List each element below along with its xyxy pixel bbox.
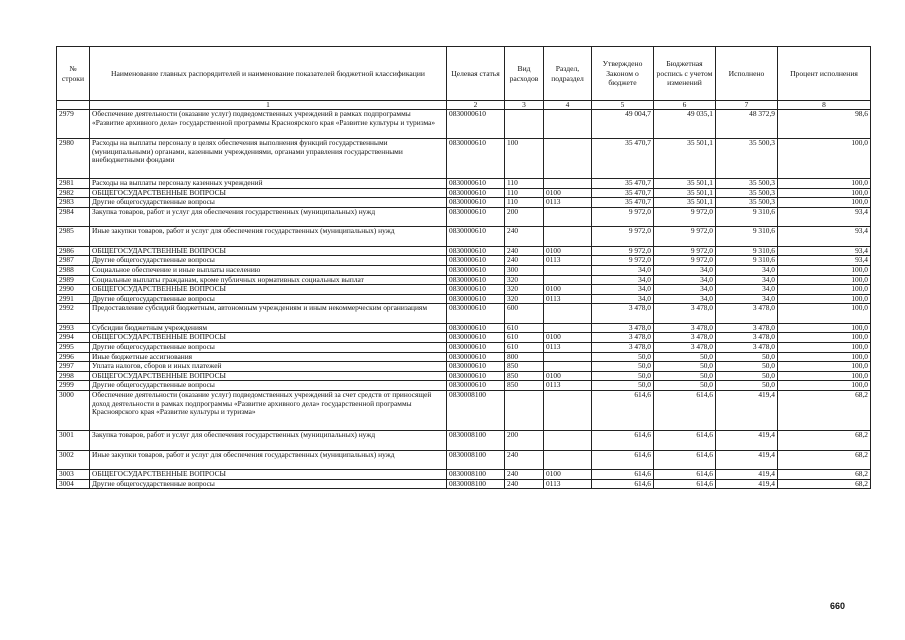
table-row bbox=[57, 391, 871, 431]
cell-cel: 0830000610 bbox=[447, 246, 505, 256]
cell-i: 50,0 bbox=[716, 381, 778, 391]
cell-i: 34,0 bbox=[716, 294, 778, 304]
header-name: Наименование главных распорядителей и наименование показателей бюджетной классификации bbox=[90, 47, 447, 101]
cell-raz: 0100 bbox=[544, 470, 592, 480]
cell-i: 34,0 bbox=[716, 285, 778, 295]
cell-raz: 0100 bbox=[544, 333, 592, 343]
cell-p: 100,0 bbox=[778, 179, 871, 189]
cell-p: 68,2 bbox=[778, 479, 871, 489]
cell-b: 50,0 bbox=[654, 352, 716, 362]
cell-b: 614,6 bbox=[654, 431, 716, 451]
cell-vid: 850 bbox=[505, 371, 544, 381]
table-row bbox=[57, 343, 871, 353]
cell-i: 35 500,3 bbox=[716, 188, 778, 198]
header-vid: Вид расходов bbox=[505, 47, 544, 101]
cell-vid: 320 bbox=[505, 285, 544, 295]
cell-num: 3004 bbox=[57, 479, 90, 489]
cell-u: 50,0 bbox=[592, 381, 654, 391]
cell-b: 9 972,0 bbox=[654, 246, 716, 256]
cell-p: 100,0 bbox=[778, 323, 871, 333]
cell-i: 34,0 bbox=[716, 265, 778, 275]
cell-num: 3002 bbox=[57, 450, 90, 470]
cell-cel: 0830008100 bbox=[447, 431, 505, 451]
cell-i: 9 310,6 bbox=[716, 256, 778, 266]
cell-p: 100,0 bbox=[778, 343, 871, 353]
cell-name: ОБЩЕГОСУДАРСТВЕННЫЕ ВОПРОСЫ bbox=[90, 470, 447, 480]
table-row bbox=[57, 179, 871, 189]
column-number: 5 bbox=[592, 101, 654, 110]
cell-u: 3 478,0 bbox=[592, 323, 654, 333]
cell-name: ОБЩЕГОСУДАРСТВЕННЫЕ ВОПРОСЫ bbox=[90, 188, 447, 198]
cell-cel: 0830008100 bbox=[447, 479, 505, 489]
cell-cel: 0830000610 bbox=[447, 110, 505, 139]
cell-raz bbox=[544, 139, 592, 179]
header-row bbox=[57, 47, 871, 101]
cell-p: 93,4 bbox=[778, 246, 871, 256]
cell-b: 49 035,1 bbox=[654, 110, 716, 139]
cell-cel: 0830000610 bbox=[447, 179, 505, 189]
header-razdel: Раздел, подраздел bbox=[544, 47, 592, 101]
table-row bbox=[57, 450, 871, 470]
cell-raz bbox=[544, 362, 592, 372]
cell-u: 614,6 bbox=[592, 431, 654, 451]
cell-cel: 0830000610 bbox=[447, 371, 505, 381]
cell-cel: 0830000610 bbox=[447, 139, 505, 179]
cell-raz bbox=[544, 450, 592, 470]
cell-u: 35 470,7 bbox=[592, 139, 654, 179]
table-row bbox=[57, 431, 871, 451]
cell-name: Предоставление субсидий бюджетным, автономным учреждениям и иным некоммерческим организациям bbox=[90, 304, 447, 324]
cell-num: 2999 bbox=[57, 381, 90, 391]
column-number: 3 bbox=[505, 101, 544, 110]
cell-vid: 240 bbox=[505, 450, 544, 470]
cell-i: 9 310,6 bbox=[716, 207, 778, 227]
cell-p: 100,0 bbox=[778, 352, 871, 362]
column-number: 4 bbox=[544, 101, 592, 110]
cell-b: 3 478,0 bbox=[654, 323, 716, 333]
cell-b: 50,0 bbox=[654, 371, 716, 381]
cell-u: 34,0 bbox=[592, 285, 654, 295]
cell-b: 50,0 bbox=[654, 362, 716, 372]
cell-vid: 240 bbox=[505, 256, 544, 266]
cell-name: Другие общегосударственные вопросы bbox=[90, 343, 447, 353]
column-number-blank bbox=[57, 101, 90, 110]
cell-b: 34,0 bbox=[654, 265, 716, 275]
cell-u: 9 972,0 bbox=[592, 256, 654, 266]
cell-num: 2980 bbox=[57, 139, 90, 179]
cell-raz: 0113 bbox=[544, 479, 592, 489]
cell-vid: 240 bbox=[505, 227, 544, 247]
cell-num: 2996 bbox=[57, 352, 90, 362]
cell-num: 2987 bbox=[57, 256, 90, 266]
cell-u: 50,0 bbox=[592, 362, 654, 372]
table-row bbox=[57, 188, 871, 198]
table-row bbox=[57, 256, 871, 266]
cell-u: 614,6 bbox=[592, 479, 654, 489]
cell-raz bbox=[544, 265, 592, 275]
cell-num: 2989 bbox=[57, 275, 90, 285]
cell-name: Иные закупки товаров, работ и услуг для обеспечения государственных (муниципальных) нужд bbox=[90, 227, 447, 247]
cell-p: 100,0 bbox=[778, 275, 871, 285]
cell-cel: 0830000610 bbox=[447, 362, 505, 372]
cell-i: 35 500,3 bbox=[716, 139, 778, 179]
cell-name: Закупка товаров, работ и услуг для обеспечения государственных (муниципальных) нужд bbox=[90, 431, 447, 451]
cell-i: 50,0 bbox=[716, 362, 778, 372]
cell-vid: 100 bbox=[505, 139, 544, 179]
cell-num: 2979 bbox=[57, 110, 90, 139]
cell-raz bbox=[544, 304, 592, 324]
cell-raz: 0113 bbox=[544, 343, 592, 353]
cell-b: 614,6 bbox=[654, 450, 716, 470]
cell-i: 48 372,9 bbox=[716, 110, 778, 139]
cell-vid bbox=[505, 391, 544, 431]
cell-u: 35 470,7 bbox=[592, 198, 654, 208]
cell-raz: 0100 bbox=[544, 188, 592, 198]
cell-b: 50,0 bbox=[654, 381, 716, 391]
table-body bbox=[57, 110, 871, 489]
cell-p: 100,0 bbox=[778, 362, 871, 372]
cell-vid: 240 bbox=[505, 479, 544, 489]
cell-vid: 110 bbox=[505, 188, 544, 198]
cell-cel: 0830000610 bbox=[447, 381, 505, 391]
cell-name: Обеспечение деятельности (оказание услуг) подведомственных учреждений за счет средств от приносящей доход деятельности в рамках подпрограммы «Развитие архивного дела» государственной программы Красноярского края «Развитие культуры и туризма» bbox=[90, 391, 447, 431]
cell-vid: 200 bbox=[505, 431, 544, 451]
header-num: № строки bbox=[57, 47, 90, 101]
cell-b: 35 501,1 bbox=[654, 139, 716, 179]
cell-raz: 0113 bbox=[544, 381, 592, 391]
cell-name: Субсидии бюджетным учреждениям bbox=[90, 323, 447, 333]
column-number: 6 bbox=[654, 101, 716, 110]
cell-cel: 0830008100 bbox=[447, 470, 505, 480]
cell-raz bbox=[544, 227, 592, 247]
cell-u: 614,6 bbox=[592, 391, 654, 431]
cell-vid: 850 bbox=[505, 362, 544, 372]
header-bud: Бюджетная роспись с учетом изменений bbox=[654, 47, 716, 101]
cell-p: 100,0 bbox=[778, 139, 871, 179]
cell-num: 2993 bbox=[57, 323, 90, 333]
table-row bbox=[57, 198, 871, 208]
cell-num: 2982 bbox=[57, 188, 90, 198]
cell-i: 34,0 bbox=[716, 275, 778, 285]
cell-p: 100,0 bbox=[778, 333, 871, 343]
cell-p: 100,0 bbox=[778, 198, 871, 208]
cell-name: Иные закупки товаров, работ и услуг для обеспечения государственных (муниципальных) нужд bbox=[90, 450, 447, 470]
cell-raz: 0113 bbox=[544, 198, 592, 208]
cell-raz: 0100 bbox=[544, 285, 592, 295]
cell-vid: 200 bbox=[505, 207, 544, 227]
cell-p: 100,0 bbox=[778, 381, 871, 391]
cell-num: 2984 bbox=[57, 207, 90, 227]
cell-vid: 850 bbox=[505, 381, 544, 391]
cell-u: 614,6 bbox=[592, 470, 654, 480]
cell-i: 35 500,3 bbox=[716, 179, 778, 189]
cell-name: Уплата налогов, сборов и иных платежей bbox=[90, 362, 447, 372]
cell-u: 35 470,7 bbox=[592, 188, 654, 198]
table-row bbox=[57, 323, 871, 333]
cell-cel: 0830000610 bbox=[447, 333, 505, 343]
cell-p: 68,2 bbox=[778, 470, 871, 480]
cell-b: 614,6 bbox=[654, 391, 716, 431]
cell-p: 100,0 bbox=[778, 294, 871, 304]
cell-u: 9 972,0 bbox=[592, 227, 654, 247]
cell-i: 9 310,6 bbox=[716, 227, 778, 247]
cell-b: 3 478,0 bbox=[654, 333, 716, 343]
cell-p: 100,0 bbox=[778, 304, 871, 324]
cell-vid: 610 bbox=[505, 343, 544, 353]
cell-p: 68,2 bbox=[778, 391, 871, 431]
cell-raz bbox=[544, 179, 592, 189]
cell-num: 2986 bbox=[57, 246, 90, 256]
cell-raz bbox=[544, 207, 592, 227]
cell-vid: 300 bbox=[505, 265, 544, 275]
cell-u: 35 470,7 bbox=[592, 179, 654, 189]
table-row bbox=[57, 470, 871, 480]
table-row bbox=[57, 333, 871, 343]
cell-i: 50,0 bbox=[716, 352, 778, 362]
cell-raz: 0100 bbox=[544, 371, 592, 381]
cell-num: 2983 bbox=[57, 198, 90, 208]
cell-cel: 0830000610 bbox=[447, 323, 505, 333]
table-row bbox=[57, 381, 871, 391]
cell-num: 2998 bbox=[57, 371, 90, 381]
cell-i: 3 478,0 bbox=[716, 304, 778, 324]
cell-cel: 0830000610 bbox=[447, 256, 505, 266]
cell-u: 50,0 bbox=[592, 371, 654, 381]
cell-p: 100,0 bbox=[778, 265, 871, 275]
header-isp: Исполнено bbox=[716, 47, 778, 101]
cell-b: 35 501,1 bbox=[654, 179, 716, 189]
cell-name: Расходы на выплаты персоналу казенных учреждений bbox=[90, 179, 447, 189]
page-number: 660 bbox=[830, 601, 846, 611]
cell-name: Обеспечение деятельности (оказание услуг) подведомственных учреждений в рамках подпрограммы «Развитие архивного дела» государственной программы Красноярского края «Развитие культуры и туризма» bbox=[90, 110, 447, 139]
cell-cel: 0830000610 bbox=[447, 227, 505, 247]
cell-num: 3001 bbox=[57, 431, 90, 451]
cell-i: 419,4 bbox=[716, 450, 778, 470]
cell-name: Другие общегосударственные вопросы bbox=[90, 479, 447, 489]
cell-vid bbox=[505, 110, 544, 139]
cell-num: 2997 bbox=[57, 362, 90, 372]
budget-table bbox=[56, 46, 871, 489]
cell-cel: 0830000610 bbox=[447, 304, 505, 324]
cell-i: 419,4 bbox=[716, 391, 778, 431]
cell-cel: 0830000610 bbox=[447, 285, 505, 295]
header-utv: Утверждено Законом о бюджете bbox=[592, 47, 654, 101]
cell-i: 3 478,0 bbox=[716, 343, 778, 353]
cell-p: 98,6 bbox=[778, 110, 871, 139]
cell-num: 2990 bbox=[57, 285, 90, 295]
cell-vid: 600 bbox=[505, 304, 544, 324]
cell-b: 9 972,0 bbox=[654, 227, 716, 247]
header-pct: Процент исполнения bbox=[778, 47, 871, 101]
cell-vid: 240 bbox=[505, 470, 544, 480]
table-row bbox=[57, 227, 871, 247]
cell-b: 34,0 bbox=[654, 285, 716, 295]
cell-p: 68,2 bbox=[778, 450, 871, 470]
cell-b: 34,0 bbox=[654, 275, 716, 285]
cell-cel: 0830000610 bbox=[447, 343, 505, 353]
cell-i: 419,4 bbox=[716, 479, 778, 489]
cell-num: 2985 bbox=[57, 227, 90, 247]
cell-vid: 800 bbox=[505, 352, 544, 362]
table-row bbox=[57, 362, 871, 372]
cell-raz: 0113 bbox=[544, 256, 592, 266]
cell-i: 3 478,0 bbox=[716, 323, 778, 333]
cell-name: ОБЩЕГОСУДАРСТВЕННЫЕ ВОПРОСЫ bbox=[90, 246, 447, 256]
table-row bbox=[57, 246, 871, 256]
cell-u: 50,0 bbox=[592, 352, 654, 362]
cell-raz bbox=[544, 323, 592, 333]
cell-vid: 110 bbox=[505, 198, 544, 208]
cell-cel: 0830000610 bbox=[447, 275, 505, 285]
cell-vid: 320 bbox=[505, 275, 544, 285]
cell-vid: 610 bbox=[505, 333, 544, 343]
cell-u: 34,0 bbox=[592, 275, 654, 285]
cell-name: Другие общегосударственные вопросы bbox=[90, 256, 447, 266]
cell-cel: 0830008100 bbox=[447, 450, 505, 470]
cell-raz bbox=[544, 352, 592, 362]
cell-num: 2981 bbox=[57, 179, 90, 189]
column-number: 8 bbox=[778, 101, 871, 110]
cell-name: Расходы на выплаты персоналу в целях обеспечения выполнения функций государственными (муниципальными) органами, казенными учреждениями, органами управления государственными внебюджетными фондами bbox=[90, 139, 447, 179]
column-number: 7 bbox=[716, 101, 778, 110]
column-number: 1 bbox=[90, 101, 447, 110]
cell-p: 100,0 bbox=[778, 371, 871, 381]
table-row bbox=[57, 265, 871, 275]
cell-raz bbox=[544, 110, 592, 139]
cell-raz bbox=[544, 391, 592, 431]
cell-name: Социальное обеспечение и иные выплаты населению bbox=[90, 265, 447, 275]
cell-raz: 0113 bbox=[544, 294, 592, 304]
cell-i: 50,0 bbox=[716, 371, 778, 381]
cell-name: ОБЩЕГОСУДАРСТВЕННЫЕ ВОПРОСЫ bbox=[90, 333, 447, 343]
cell-i: 419,4 bbox=[716, 470, 778, 480]
cell-b: 614,6 bbox=[654, 470, 716, 480]
cell-p: 68,2 bbox=[778, 431, 871, 451]
cell-p: 93,4 bbox=[778, 256, 871, 266]
cell-b: 3 478,0 bbox=[654, 343, 716, 353]
cell-b: 3 478,0 bbox=[654, 304, 716, 324]
cell-vid: 110 bbox=[505, 179, 544, 189]
cell-vid: 240 bbox=[505, 246, 544, 256]
cell-cel: 0830000610 bbox=[447, 198, 505, 208]
cell-i: 35 500,3 bbox=[716, 198, 778, 208]
table-row bbox=[57, 285, 871, 295]
cell-num: 3003 bbox=[57, 470, 90, 480]
cell-name: Закупка товаров, работ и услуг для обеспечения государственных (муниципальных) нужд bbox=[90, 207, 447, 227]
cell-num: 2995 bbox=[57, 343, 90, 353]
cell-cel: 0830000610 bbox=[447, 294, 505, 304]
cell-name: ОБЩЕГОСУДАРСТВЕННЫЕ ВОПРОСЫ bbox=[90, 285, 447, 295]
cell-u: 3 478,0 bbox=[592, 333, 654, 343]
table-row bbox=[57, 304, 871, 324]
table-row bbox=[57, 110, 871, 139]
cell-u: 3 478,0 bbox=[592, 304, 654, 324]
table-row bbox=[57, 479, 871, 489]
cell-name: Другие общегосударственные вопросы bbox=[90, 294, 447, 304]
cell-u: 34,0 bbox=[592, 294, 654, 304]
cell-i: 9 310,6 bbox=[716, 246, 778, 256]
table-row bbox=[57, 294, 871, 304]
cell-name: ОБЩЕГОСУДАРСТВЕННЫЕ ВОПРОСЫ bbox=[90, 371, 447, 381]
table-row bbox=[57, 371, 871, 381]
cell-name: Другие общегосударственные вопросы bbox=[90, 381, 447, 391]
cell-b: 614,6 bbox=[654, 479, 716, 489]
cell-cel: 0830000610 bbox=[447, 352, 505, 362]
cell-u: 3 478,0 bbox=[592, 343, 654, 353]
column-number-row bbox=[57, 101, 871, 110]
cell-b: 9 972,0 bbox=[654, 207, 716, 227]
table-row bbox=[57, 275, 871, 285]
cell-p: 93,4 bbox=[778, 207, 871, 227]
cell-num: 3000 bbox=[57, 391, 90, 431]
cell-raz bbox=[544, 275, 592, 285]
cell-vid: 320 bbox=[505, 294, 544, 304]
cell-vid: 610 bbox=[505, 323, 544, 333]
table-row bbox=[57, 139, 871, 179]
cell-num: 2988 bbox=[57, 265, 90, 275]
cell-cel: 0830008100 bbox=[447, 391, 505, 431]
cell-num: 2991 bbox=[57, 294, 90, 304]
cell-p: 100,0 bbox=[778, 188, 871, 198]
cell-p: 100,0 bbox=[778, 285, 871, 295]
cell-b: 35 501,1 bbox=[654, 188, 716, 198]
cell-u: 614,6 bbox=[592, 450, 654, 470]
cell-u: 9 972,0 bbox=[592, 246, 654, 256]
table-row bbox=[57, 207, 871, 227]
cell-num: 2992 bbox=[57, 304, 90, 324]
cell-b: 9 972,0 bbox=[654, 256, 716, 266]
cell-name: Социальные выплаты гражданам, кроме публичных нормативных социальных выплат bbox=[90, 275, 447, 285]
cell-i: 419,4 bbox=[716, 431, 778, 451]
cell-b: 34,0 bbox=[654, 294, 716, 304]
cell-raz: 0100 bbox=[544, 246, 592, 256]
cell-num: 2994 bbox=[57, 333, 90, 343]
cell-u: 34,0 bbox=[592, 265, 654, 275]
cell-p: 93,4 bbox=[778, 227, 871, 247]
cell-cel: 0830000610 bbox=[447, 188, 505, 198]
cell-name: Другие общегосударственные вопросы bbox=[90, 198, 447, 208]
cell-i: 3 478,0 bbox=[716, 333, 778, 343]
cell-b: 35 501,1 bbox=[654, 198, 716, 208]
cell-u: 9 972,0 bbox=[592, 207, 654, 227]
cell-name: Иные бюджетные ассигнования bbox=[90, 352, 447, 362]
cell-u: 49 004,7 bbox=[592, 110, 654, 139]
cell-cel: 0830000610 bbox=[447, 207, 505, 227]
column-number: 2 bbox=[447, 101, 505, 110]
cell-cel: 0830000610 bbox=[447, 265, 505, 275]
table-row bbox=[57, 352, 871, 362]
cell-raz bbox=[544, 431, 592, 451]
header-cel: Целевая статья bbox=[447, 47, 505, 101]
